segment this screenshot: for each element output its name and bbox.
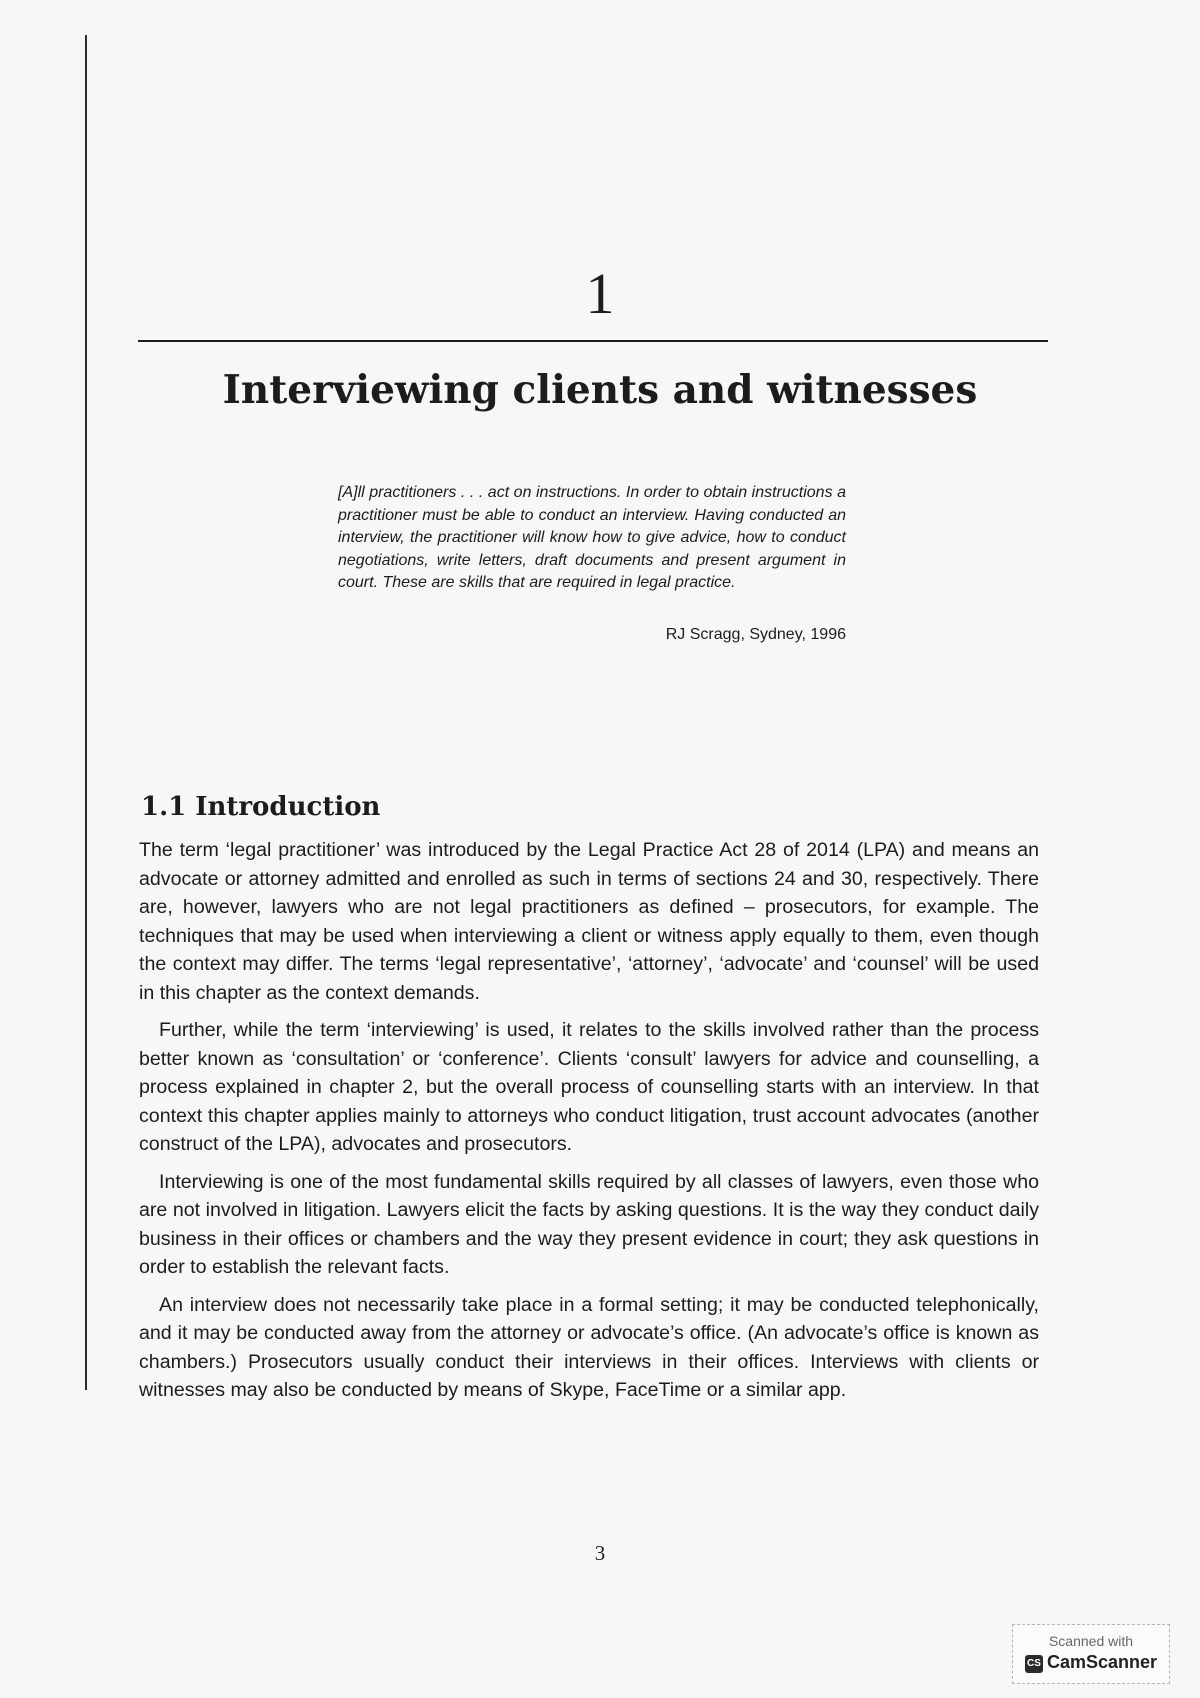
- camscanner-watermark: [1012, 1624, 1170, 1684]
- binding-shadow-line: [85, 35, 87, 1390]
- epigraph-quote: [A]ll practitioners . . . act on instructions. In order to obtain instructions a practitioner must be able to conduct an interview. Having conducted an interview, the practitioner will know how to give advice, how to conduct negotiations, write letters, draft documents and present argument in court. These are skills that are required in legal practice.: [338, 484, 846, 591]
- chapter-number: 1: [585, 261, 615, 326]
- body-paragraph: An interview does not necessarily take place in a formal setting; it may be conducted telephonically, and it may be conducted away from the attorney or advocate’s office. (An advocate’s office is known as chambers.) Prosecutors usually conduct their interviews in their offices. Interviews with clients or witnesses may also be conducted by means of Skype, FaceTime or a similar app.: [139, 1293, 1039, 1401]
- section-heading: 1.1 Introduction: [141, 792, 381, 822]
- body-paragraph: Further, while the term ‘interviewing’ is used, it relates to the skills involved rather than the process better known as ‘consultation’ or ‘conference’. Clients ‘consult’ lawyers for advice and counselling, a process explained in chapter 2, but the overall process of counselling starts with an interview. In that context this chapter applies mainly to attorneys who conduct litigation, trust account advocates (another construct of the LPA), advocates and prosecutors.: [139, 1019, 1039, 1155]
- body-paragraph: Interviewing is one of the most fundamental skills required by all classes of lawyers, even those who are not involved in litigation. Lawyers elicit the facts by asking questions. It is the way they conduct daily business in their offices or chambers and the way they present evidence in court; they ask questions in order to establish the relevant facts.: [139, 1170, 1039, 1278]
- watermark-caption: Scanned with: [1048, 1633, 1134, 1649]
- body-paragraph: The term ‘legal practitioner’ was introduced by the Legal Practice Act 28 of 2014 (LPA) and means an advocate or attorney admitted and enrolled as such in terms of sections 24 and 30, respectively. There are, however, lawyers who are not legal practitioners as defined – prosecutors, for example. The techniques that may be used when interviewing a client or witness apply equally to them, even though the context may differ. The terms ‘legal representative’, ‘attorney’, ‘advocate’ and ‘counsel’ will be used in this chapter as the context demands.: [139, 839, 1039, 1004]
- section-body: [139, 836, 1039, 1414]
- chapter-title: Interviewing clients and witnesses: [222, 367, 978, 413]
- page-number: 3: [594, 1541, 606, 1565]
- watermark-brand: CamScanner: [1046, 1652, 1158, 1672]
- epigraph-attribution: RJ Scragg, Sydney, 1996: [665, 626, 846, 643]
- chapter-rule: [138, 340, 1048, 342]
- camscanner-logo-icon: CS: [1025, 1655, 1043, 1673]
- watermark-brand-row: [1013, 1652, 1169, 1673]
